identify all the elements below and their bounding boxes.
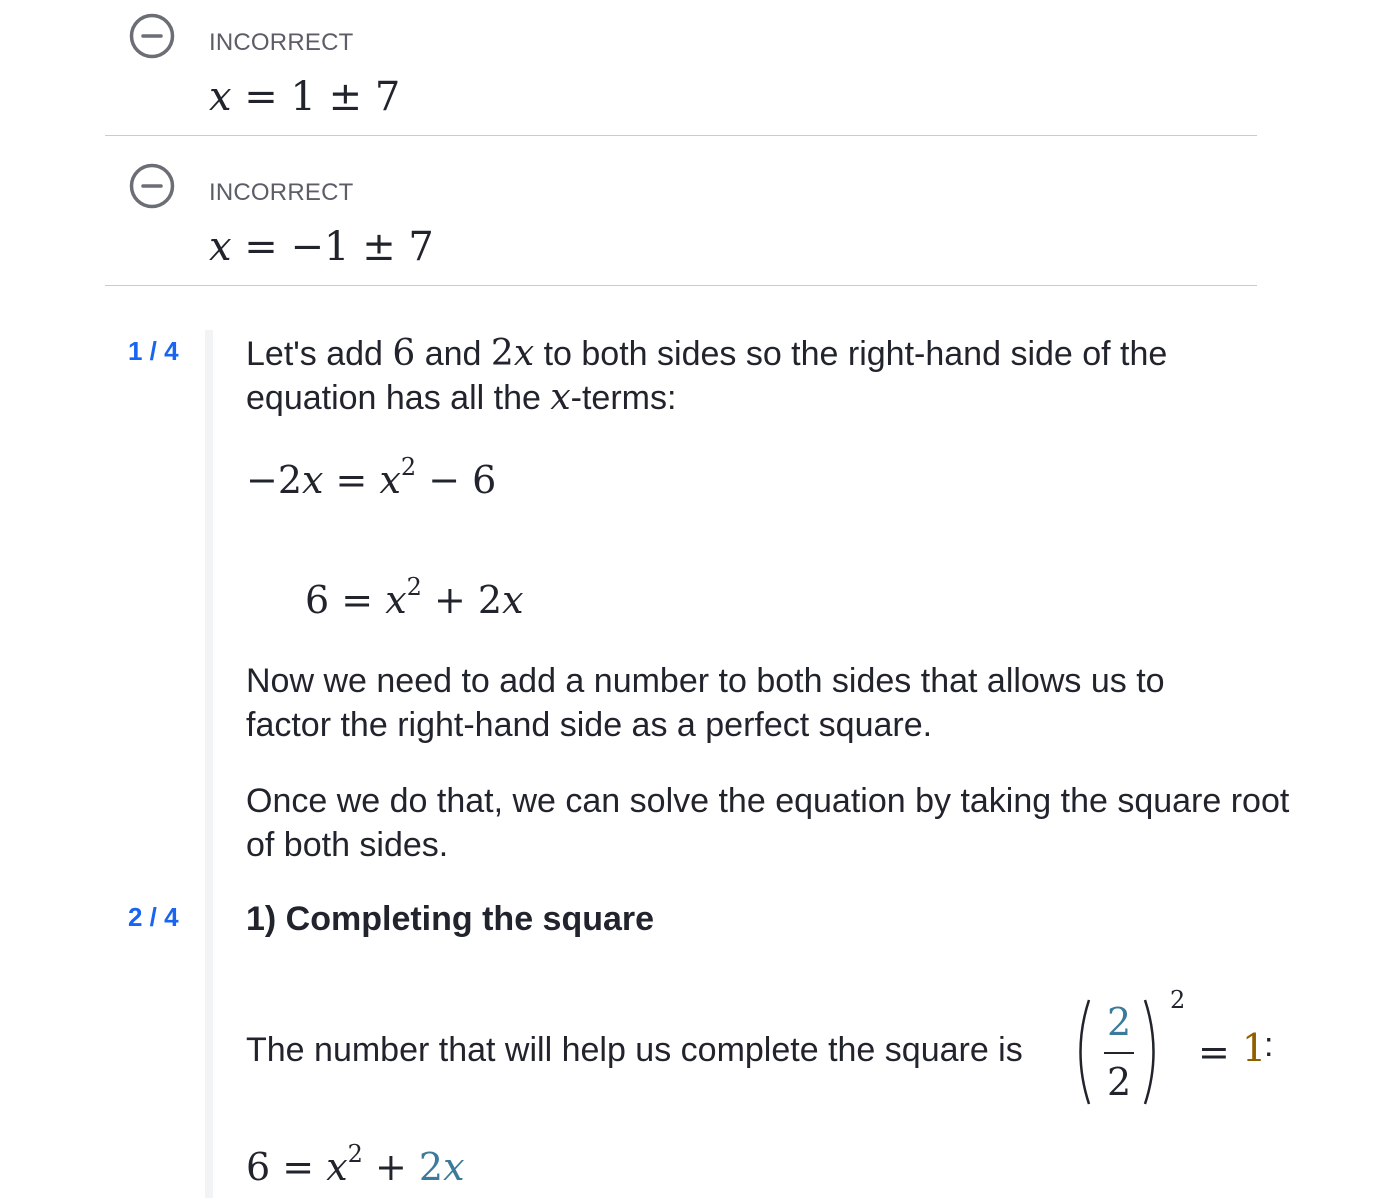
answer-choice-2	[105, 136, 1257, 286]
hint-1-equation-2: $6 = x^2 + 2x$	[305, 573, 524, 622]
fraction-bar	[1104, 1052, 1134, 1054]
equals-sign: =	[1198, 1030, 1230, 1074]
left-paren	[1070, 998, 1092, 1106]
answer-choice-1	[105, 0, 1257, 136]
fraction-denominator: 2	[1107, 1060, 1132, 1104]
hint-2-text: The number that will help us complete the square is	[246, 1031, 1023, 1069]
status-label: INCORRECT	[209, 179, 354, 206]
hint-2-equation: $6 = x^2 + 2x$	[246, 1140, 465, 1189]
answer-math: x = 1 ± 7	[209, 74, 401, 120]
status-label: INCORRECT	[209, 29, 354, 56]
hint-1-paragraph-2: Now we need to add a number to both sides that allows us to factor the right-hand side as a perfect square.	[246, 662, 1165, 744]
power-exponent: 2	[1170, 986, 1186, 1014]
right-paren	[1142, 998, 1164, 1106]
minus-circle-icon	[129, 13, 175, 59]
answer-math: x = −1 ± 7	[209, 224, 434, 270]
result-value: 1	[1242, 1026, 1267, 1070]
hint-1-paragraph-1: Let's add 6 and 2x to both sides so the right-hand side of the equation has all the x-terms:	[246, 333, 1168, 418]
hint-2-heading: 1) Completing the square	[246, 900, 655, 938]
hint-step-label: 2 / 4	[128, 902, 179, 932]
fraction-numerator: 2	[1107, 1000, 1132, 1044]
hint-1-equation-1: $-2x = x^2 - 6$	[246, 453, 497, 502]
minus-circle-icon	[129, 163, 175, 209]
hint-step-label: 1 / 4	[128, 336, 179, 366]
hint-rail	[205, 330, 213, 1198]
colon: :	[1264, 1026, 1274, 1064]
hint-1-paragraph-3: Once we do that, we can solve the equation by taking the square root of both sides.	[246, 782, 1290, 864]
